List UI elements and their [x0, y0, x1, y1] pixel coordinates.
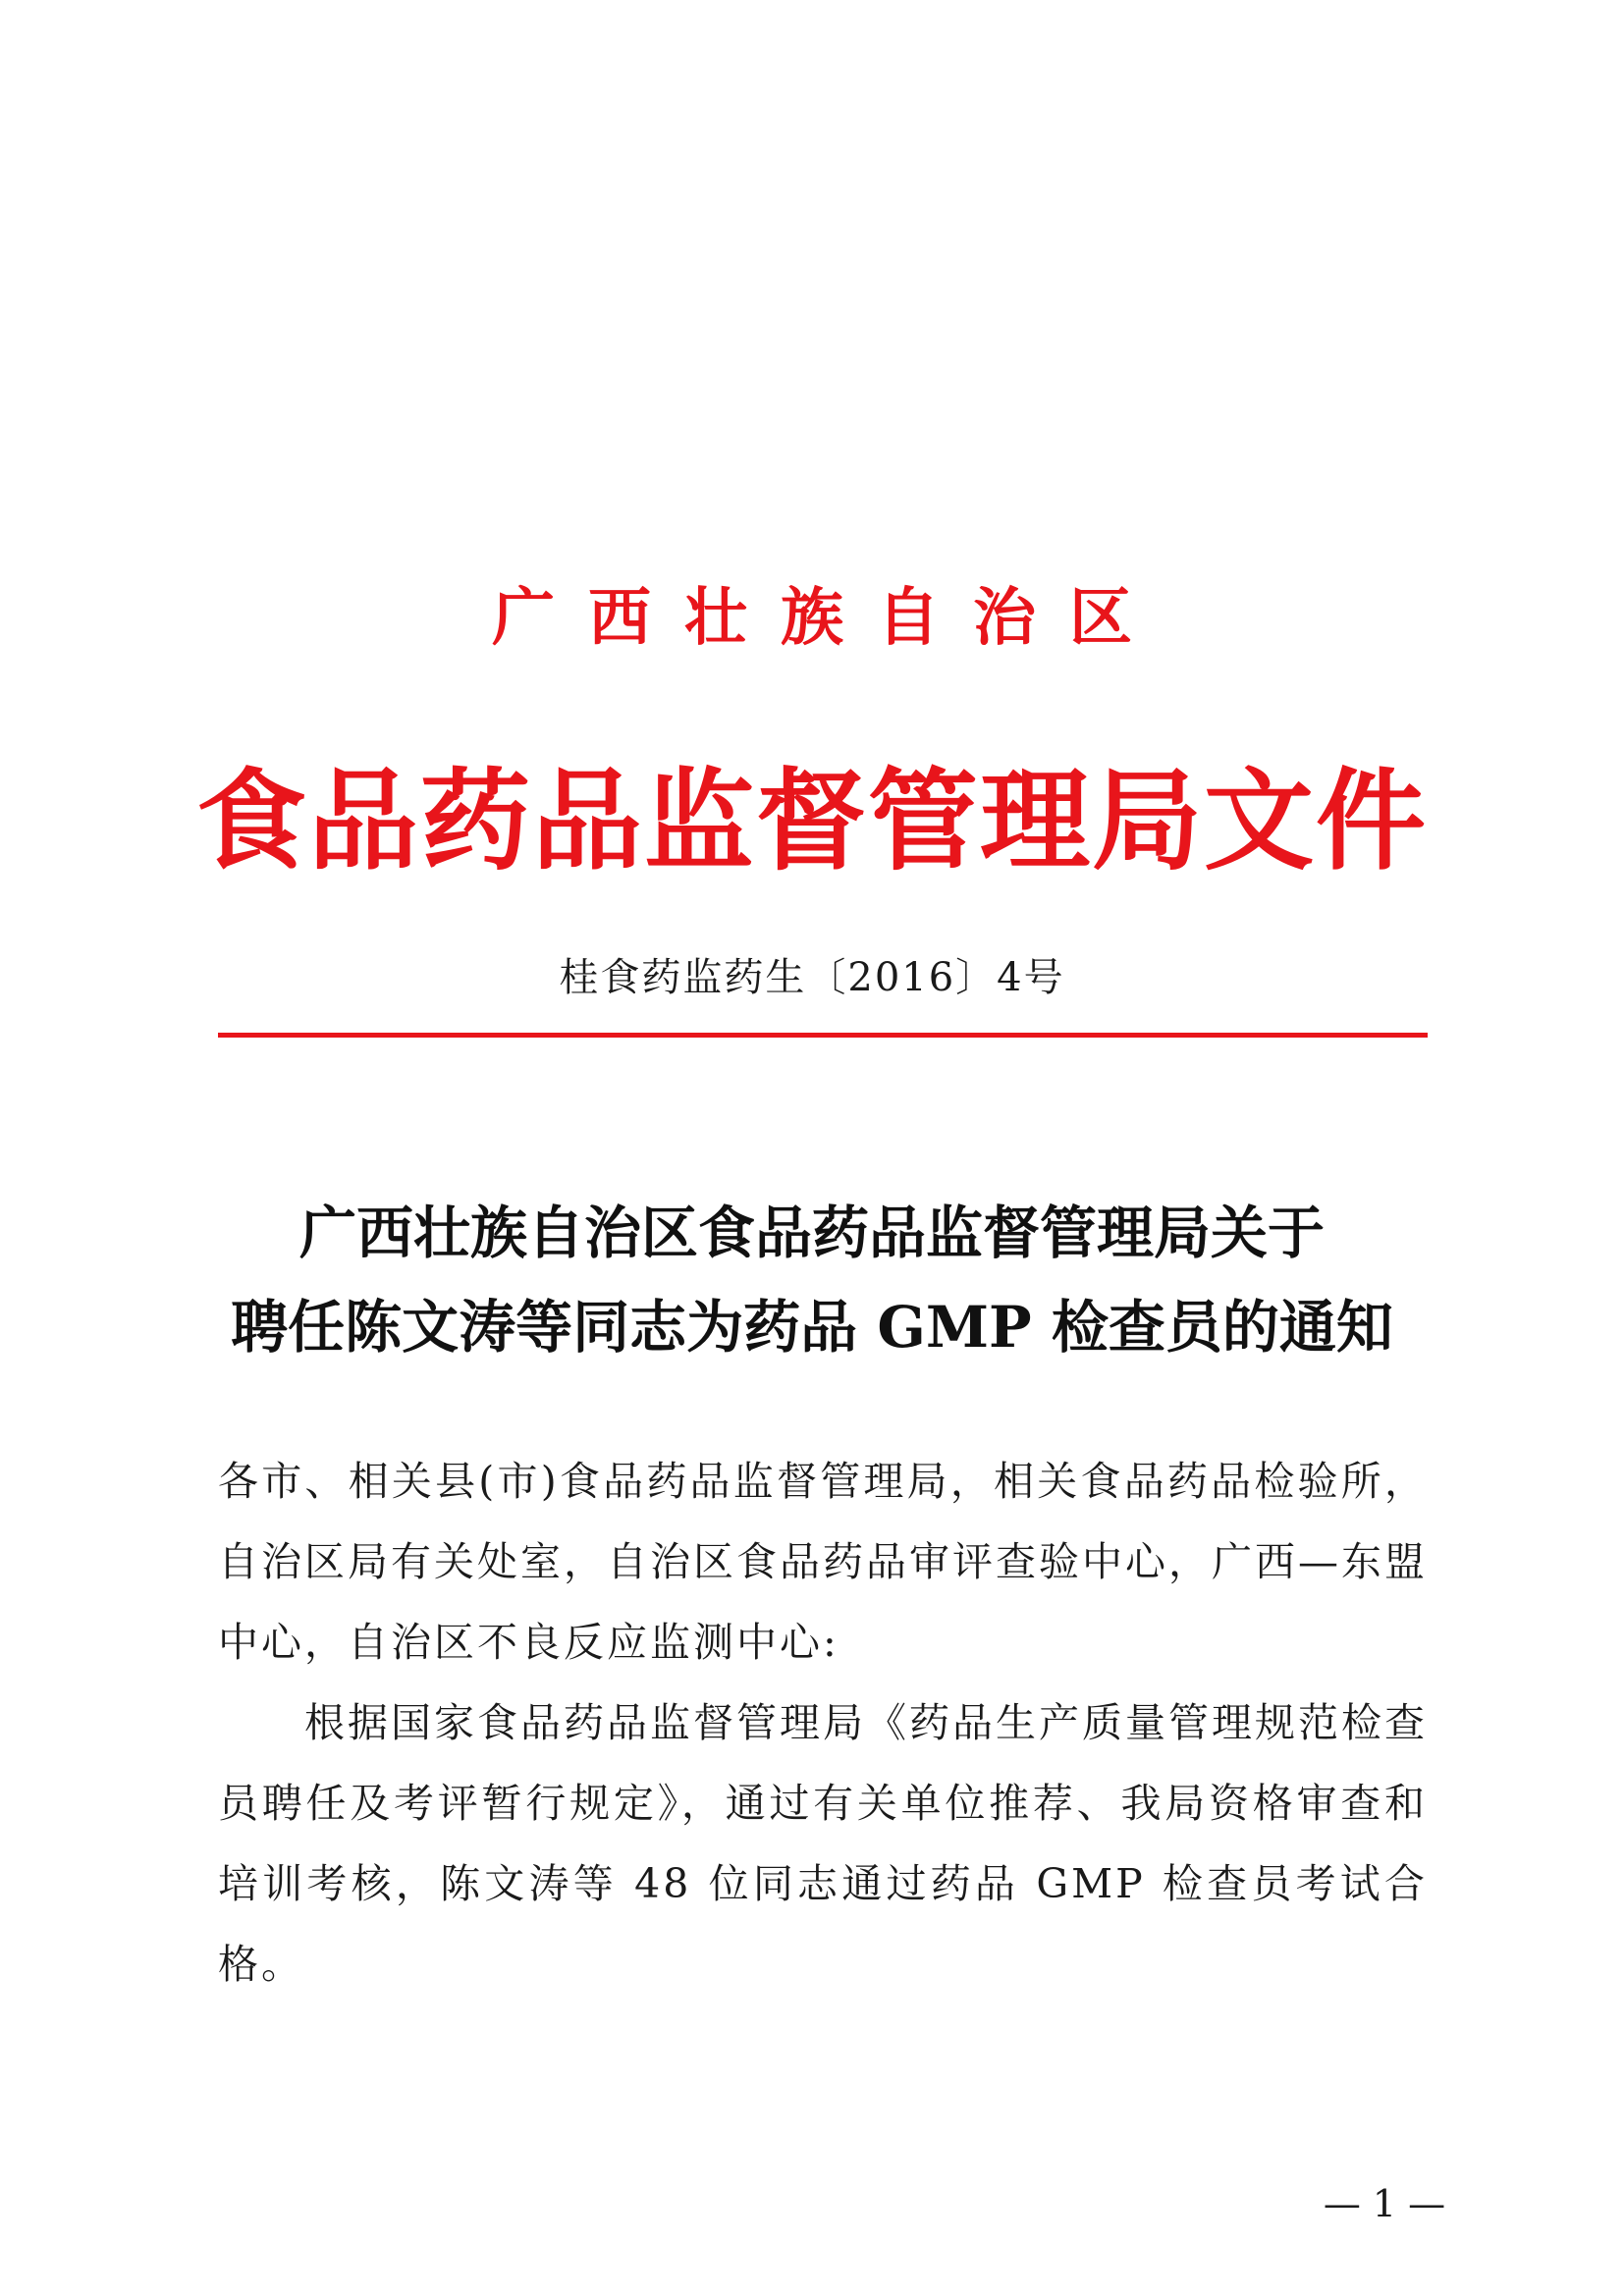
notice-title	[0, 1186, 1624, 1374]
notice-body	[218, 1441, 1428, 2004]
issuer-name-line1: 广西壮族自治区	[492, 581, 1165, 655]
body-paragraph-1: 根据国家食品药品监督管理局《药品生产质量管理规范检查员聘任及考评暂行规定》，通过有关单位推荐、我局资格审查和培训考核，陈文涛等 48 位同志通过药品 GMP 检查员考试合格。	[218, 1699, 1428, 1988]
page-number: — 1 —	[1323, 2182, 1446, 2225]
notice-title-line1: 广西壮族自治区食品药品监督管理局关于	[298, 1200, 1325, 1266]
red-header-rule	[218, 1033, 1428, 1038]
issuer-name-line2: 食品药品监督管理局文件	[196, 757, 1428, 885]
recipients-paragraph: 各市、相关县(市)食品药品监督管理局，相关食品药品检验所，自治区局有关处室，自治区食品药品审评查验中心，广西—东盟中心，自治区不良反应监测中心:	[218, 1458, 1428, 1666]
notice-title-line2: 聘任陈文涛等同志为药品 GMP 检查员的通知	[231, 1294, 1393, 1361]
document-number: 桂食药监药生〔2016〕4号	[559, 955, 1065, 1000]
